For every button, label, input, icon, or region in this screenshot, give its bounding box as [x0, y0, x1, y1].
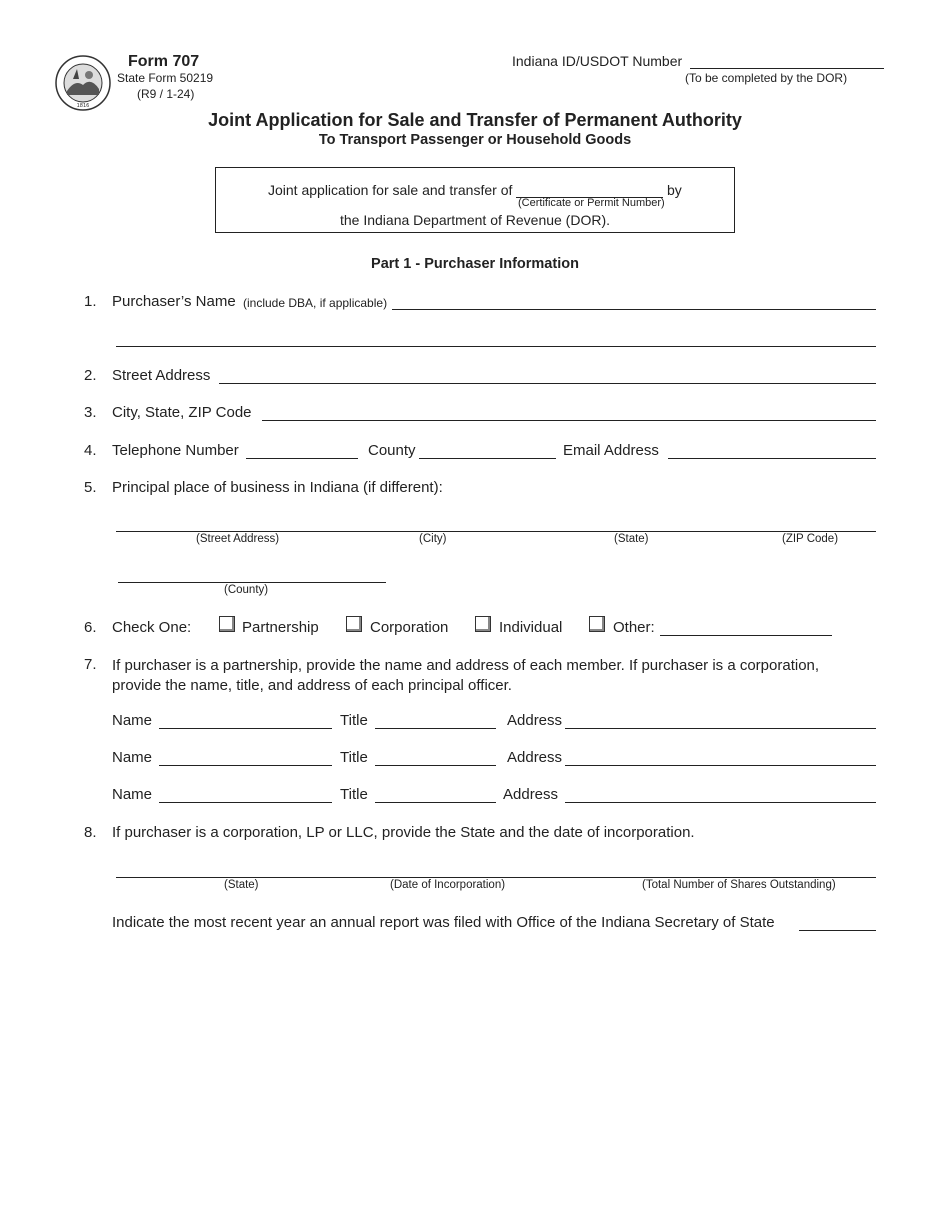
item-number-7: 7. — [84, 656, 97, 673]
corporation-label: Corporation — [370, 619, 449, 636]
incorporation-field[interactable] — [116, 877, 876, 878]
individual-label: Individual — [499, 619, 563, 636]
principal-place-label: Principal place of business in Indiana (if different): — [112, 479, 443, 496]
intro-line2: the Indiana Department of Revenue (DOR). — [339, 212, 611, 228]
caption-shares-outstanding: (Total Number of Shares Outstanding) — [642, 879, 836, 891]
page-subtitle: To Transport Passenger or Household Goods — [318, 132, 632, 148]
intro-line1-end: by — [667, 182, 682, 198]
svg-text:1816: 1816 — [76, 103, 90, 109]
caption-city: (City) — [419, 533, 447, 545]
intro-box — [215, 167, 735, 233]
officer-address-label: Address — [507, 749, 563, 766]
individual-checkbox[interactable] — [475, 616, 491, 632]
officer-address-label: Address — [503, 786, 559, 803]
item-number-8: 8. — [84, 824, 97, 841]
officer-address-label: Address — [507, 712, 563, 729]
telephone-label: Telephone Number — [112, 442, 239, 459]
annual-report-year-field[interactable] — [799, 930, 876, 931]
officer-title-field[interactable] — [375, 802, 496, 803]
revision-label: (R9 / 1-24) — [137, 87, 195, 101]
item7-text: If purchaser is a partnership, provide the name and address of each member. If purchaser is a corporation, provide the name, title, and address of each principal officer. — [112, 657, 820, 694]
purchaser-name-note: (include DBA, if applicable) — [243, 296, 388, 310]
item-number-1: 1. — [84, 293, 97, 310]
officer-address-field[interactable] — [565, 728, 876, 729]
email-field[interactable] — [668, 458, 876, 459]
caption-incorporation-date: (Date of Incorporation) — [390, 879, 506, 891]
officer-name-label: Name — [112, 712, 153, 729]
id-usdot-field[interactable] — [690, 68, 884, 69]
certificate-caption: (Certificate or Permit Number) — [518, 197, 665, 209]
page-title: Joint Application for Sale and Transfer of Permanent Authority — [208, 110, 742, 130]
officer-title-label: Title — [340, 749, 368, 766]
email-label: Email Address — [563, 442, 659, 459]
other-checkbox[interactable] — [589, 616, 605, 632]
partnership-checkbox[interactable] — [219, 616, 235, 632]
county-field[interactable] — [419, 458, 556, 459]
county-label: County — [368, 442, 416, 459]
form-number: Form 707 — [128, 53, 200, 70]
item-number-3: 3. — [84, 404, 97, 421]
principal-county-field[interactable] — [118, 582, 386, 583]
annual-report-label: Indicate the most recent year an annual report was filed with Office of the Indiana Secretary of State — [112, 914, 775, 931]
state-form-number: State Form 50219 — [117, 71, 214, 85]
caption-county: (County) — [224, 584, 269, 596]
id-usdot-label: Indiana ID/USDOT Number — [512, 53, 683, 69]
telephone-field[interactable] — [246, 458, 358, 459]
state-seal-icon — [55, 55, 111, 111]
officer-name-field[interactable] — [159, 765, 332, 766]
officer-title-field[interactable] — [375, 765, 496, 766]
purchaser-name-label: Purchaser’s Name — [112, 293, 236, 310]
item-number-2: 2. — [84, 367, 97, 384]
part1-heading: Part 1 - Purchaser Information — [371, 256, 579, 272]
item-number-6: 6. — [84, 619, 97, 636]
id-usdot-note: (To be completed by the DOR) — [685, 71, 848, 85]
officer-title-field[interactable] — [375, 728, 496, 729]
corporation-checkbox[interactable] — [346, 616, 362, 632]
purchaser-name-field-2[interactable] — [116, 346, 876, 347]
other-field[interactable] — [660, 635, 832, 636]
check-one-label: Check One: — [112, 619, 192, 636]
city-state-zip-label: City, State, ZIP Code — [112, 404, 252, 421]
purchaser-name-field[interactable] — [392, 309, 876, 310]
officer-address-field[interactable] — [565, 765, 876, 766]
caption-zip-code: (ZIP Code) — [782, 533, 839, 545]
officer-name-field[interactable] — [159, 728, 332, 729]
caption-incorporation-state: (State) — [224, 879, 259, 891]
other-label: Other: — [613, 619, 655, 636]
officer-title-label: Title — [340, 786, 368, 803]
street-address-field[interactable] — [219, 383, 876, 384]
item-number-5: 5. — [84, 479, 97, 496]
city-state-zip-field[interactable] — [262, 420, 876, 421]
partnership-label: Partnership — [242, 619, 319, 636]
officer-name-label: Name — [112, 786, 153, 803]
officer-title-label: Title — [340, 712, 368, 729]
item-number-4: 4. — [84, 442, 97, 459]
officer-address-field[interactable] — [565, 802, 876, 803]
caption-state: (State) — [614, 533, 649, 545]
item8-text: If purchaser is a corporation, LP or LLC, provide the State and the date of incorporation. — [112, 824, 695, 841]
officer-name-label: Name — [112, 749, 153, 766]
street-address-label: Street Address — [112, 367, 211, 384]
officer-name-field[interactable] — [159, 802, 332, 803]
caption-street-address: (Street Address) — [196, 533, 280, 545]
principal-place-field[interactable] — [116, 531, 876, 532]
intro-line1: Joint application for sale and transfer of — [268, 182, 513, 198]
